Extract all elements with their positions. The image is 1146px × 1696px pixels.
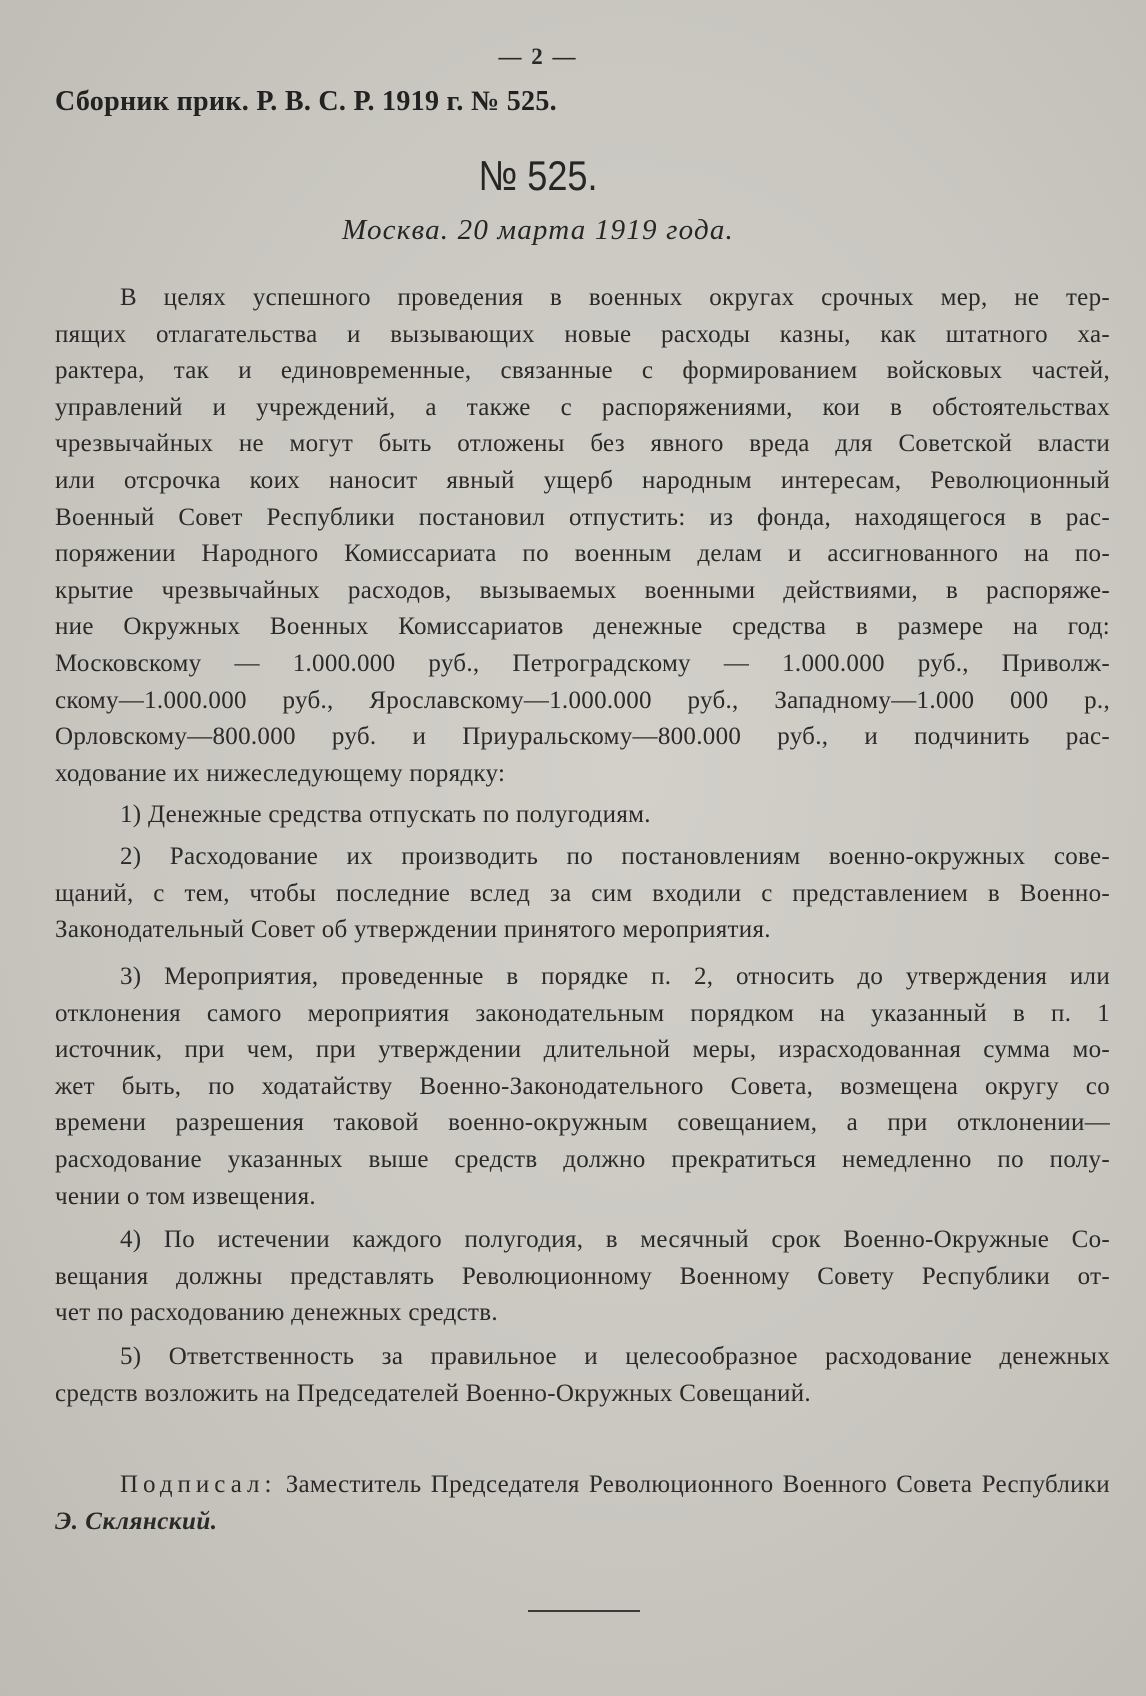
text-line: Военный Совет Республики постановил отпустить: из фонда, находящегося в рас- (55, 503, 1110, 531)
collection-header: Сборник прик. Р. В. С. Р. 1919 г. № 525. (55, 86, 557, 117)
closing-rule (528, 1610, 640, 1612)
signature-label: Подписал: (120, 1471, 277, 1498)
text-line: крытие чрезвычайных расходов, вызываемых военными действиями, в распоряже- (55, 576, 1110, 604)
item-5-paragraph (55, 1339, 1110, 1412)
preamble-paragraph (55, 280, 1110, 792)
page-number: — 2 — (498, 44, 578, 69)
text-line: пящих отлагательства и вызывающих новые расходы казны, как штатного ха- (55, 320, 1110, 348)
order-number-title: № 525. (478, 152, 598, 199)
text-line: жет быть, по ходатайству Военно-Законодательного Совета, возмещена округу со (55, 1072, 1110, 1100)
text-line: 2) Расходование их производить по постановлениям военно-окружных сове- (120, 843, 1110, 870)
signature-line (55, 1467, 1110, 1504)
text-line: скому—1.000.000 руб., Ярославскому—1.000.000 руб., Западному—1.000 000 р., (55, 686, 1110, 714)
text-line: Московскому — 1.000.000 руб., Петроградскому — 1.000.000 руб., Приволж- (55, 649, 1110, 677)
text-line: чет по расходованию денежных средств. (55, 1299, 498, 1327)
text-line: ходование их нижеследующему порядку: (55, 759, 506, 787)
text-line: отклонения самого мероприятия законодательным порядком на указанный в п. 1 (55, 999, 1110, 1027)
item-1-paragraph (55, 797, 1110, 834)
text-line: времени разрешения таковой военно-окружным совещанием, а при отклонении— (55, 1109, 1110, 1137)
place-and-date: Москва. 20 марта 1919 года. (342, 214, 734, 246)
text-line: Законодательный Совет об утверждении принятого мероприятия. (55, 916, 771, 944)
text-line: управлений и учреждений, а также с распоряжениями, кои в обстоятельствах (55, 393, 1110, 421)
text-line: рактера, так и единовременные, связанные с формированием войсковых частей, (55, 357, 1110, 385)
text-line: средств возложить на Председателей Военно-Окружных Совещаний. (55, 1379, 811, 1407)
text-line: 5) Ответственность за правильное и целесообразное расходование денежных (120, 1343, 1110, 1370)
signature-block (55, 1467, 1110, 1540)
text-line: Орловскому—800.000 руб. и Приуральскому—800.000 руб., и подчинить рас- (55, 723, 1110, 751)
text-line: источник, при чем, при утверждении длительной меры, израсходованная сумма мо- (55, 1036, 1110, 1064)
text-line: ние Окружных Военных Комиссариатов денежные средства в размере на год: (55, 613, 1110, 641)
text-line: чении о том извещения. (55, 1182, 316, 1210)
text-line: чрезвычайных не могут быть отложены без явного вреда для Советской власти (55, 430, 1110, 458)
text-line: поряжении Народного Комиссариата по военным делам и ассигнованного на по- (55, 540, 1110, 568)
item-4-paragraph (55, 1222, 1110, 1332)
text-line: 1) Денежные средства отпускать по полугодиям. (120, 801, 651, 828)
item-2-paragraph (55, 839, 1110, 949)
text-line: 4) По истечении каждого полугодия, в месячный срок Военно-Окружные Со- (120, 1226, 1110, 1253)
signatory-name: Э. Склянский. (55, 1507, 218, 1535)
text-line: вещания должны представлять Революционному Военному Совету Республики от- (55, 1262, 1110, 1290)
text-line: или отсрочка коих наносит явный ущерб народным интересам, Революционный (55, 466, 1110, 494)
text-line: В целях успешного проведения в военных округах срочных мер, не тер- (120, 284, 1110, 311)
text-line: щаний, с тем, чтобы последние вслед за сим входили с представлением в Военно- (55, 879, 1110, 907)
text-line: 3) Мероприятия, проведенные в порядке п. 2, относить до утверждения или (120, 963, 1110, 990)
text-line: расходование указанных выше средств должно прекратиться немедленно по полу- (55, 1145, 1110, 1173)
item-3-paragraph (55, 959, 1110, 1215)
signatory-title: Заместитель Председателя Революционного Военного Совета Республики (285, 1471, 1110, 1498)
